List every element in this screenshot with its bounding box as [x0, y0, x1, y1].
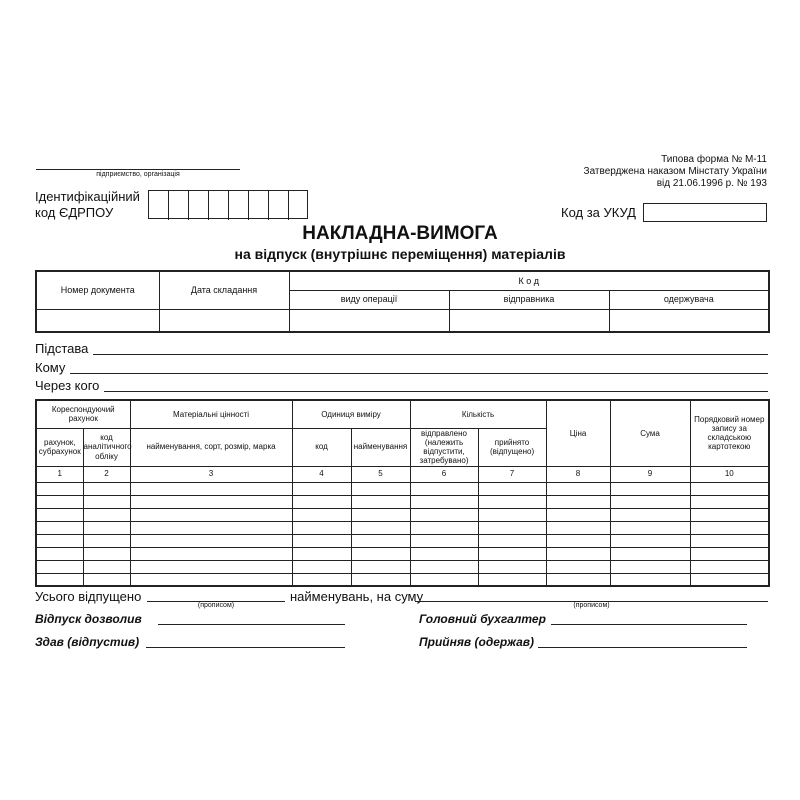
item-cell[interactable]: [36, 560, 83, 573]
in-words-caption-1: (прописом): [197, 602, 235, 609]
ukud-label: Код за УКУД: [561, 205, 636, 220]
item-cell[interactable]: [610, 508, 690, 521]
item-cell[interactable]: [83, 547, 130, 560]
item-cell[interactable]: [351, 482, 410, 495]
item-cell[interactable]: [351, 495, 410, 508]
item-cell[interactable]: [351, 560, 410, 573]
item-cell[interactable]: [546, 508, 610, 521]
item-row: [36, 573, 769, 586]
unit-code-header: код: [292, 428, 351, 466]
item-cell[interactable]: [546, 534, 610, 547]
item-cell[interactable]: [36, 482, 83, 495]
items-sum-label: найменувань, на суму: [290, 589, 424, 604]
item-row: [36, 495, 769, 508]
form-name: Типова форма № М-11: [661, 154, 767, 165]
account-header: рахунок, субрахунок: [36, 428, 83, 466]
release-allowed-label: Відпуск дозволив: [35, 612, 142, 626]
document-info-table: [35, 270, 770, 333]
doc-date-header: Дата складання: [159, 271, 289, 309]
item-cell[interactable]: [292, 482, 351, 495]
item-cell[interactable]: [36, 534, 83, 547]
record-number-header: Порядковий номер запису за складською картотекою: [690, 400, 769, 466]
doc-number-cell[interactable]: [36, 309, 159, 332]
enterprise-line[interactable]: [36, 169, 240, 170]
through-label: Через кого: [35, 378, 100, 393]
item-cell[interactable]: [690, 482, 769, 495]
item-cell[interactable]: [610, 495, 690, 508]
item-cell[interactable]: [36, 508, 83, 521]
item-row: [36, 534, 769, 547]
chief-accountant-signature-line[interactable]: [551, 624, 747, 625]
receiver-code-cell[interactable]: [609, 309, 769, 332]
column-number: 6: [410, 466, 478, 482]
column-number: 8: [546, 466, 610, 482]
item-cell[interactable]: [478, 482, 546, 495]
to-whom-line[interactable]: [70, 373, 768, 374]
receiver-code-header: одержувача: [609, 290, 769, 309]
analytic-code-header: код аналітичного обліку: [83, 428, 130, 466]
item-cell[interactable]: [546, 521, 610, 534]
item-cell[interactable]: [83, 508, 130, 521]
item-row: [36, 560, 769, 573]
item-row: [36, 482, 769, 495]
item-cell[interactable]: [478, 560, 546, 573]
price-header: Ціна: [546, 400, 610, 466]
item-cell[interactable]: [130, 560, 292, 573]
edrpou-label-line1: Ідентифікаційний: [35, 189, 140, 204]
item-cell[interactable]: [478, 521, 546, 534]
item-cell[interactable]: [130, 482, 292, 495]
item-cell[interactable]: [130, 573, 292, 586]
column-number: 4: [292, 466, 351, 482]
item-cell[interactable]: [83, 521, 130, 534]
item-cell[interactable]: [292, 573, 351, 586]
items-table: [35, 399, 770, 587]
item-cell[interactable]: [546, 573, 610, 586]
item-row: [36, 508, 769, 521]
column-number: 9: [610, 466, 690, 482]
item-cell[interactable]: [83, 495, 130, 508]
item-cell[interactable]: [478, 547, 546, 560]
item-cell[interactable]: [610, 573, 690, 586]
ukud-code-box[interactable]: [643, 203, 767, 222]
item-cell[interactable]: [478, 534, 546, 547]
item-cell[interactable]: [690, 534, 769, 547]
item-cell[interactable]: [292, 508, 351, 521]
item-cell[interactable]: [292, 560, 351, 573]
received-label: Прийняв (одержав): [419, 635, 535, 649]
column-number: 7: [478, 466, 546, 482]
edrpou-label-line2: код ЄДРПОУ: [35, 205, 114, 220]
item-cell[interactable]: [690, 495, 769, 508]
item-cell[interactable]: [478, 573, 546, 586]
qty-received-header: прийнято (відпущено): [478, 428, 546, 466]
item-cell[interactable]: [36, 495, 83, 508]
code-header: К о д: [289, 271, 769, 290]
column-number: 3: [130, 466, 292, 482]
item-cell[interactable]: [351, 521, 410, 534]
item-cell[interactable]: [690, 508, 769, 521]
item-cell[interactable]: [36, 573, 83, 586]
item-cell[interactable]: [351, 547, 410, 560]
item-cell[interactable]: [410, 482, 478, 495]
item-cell[interactable]: [410, 573, 478, 586]
edrpou-label: [35, 189, 140, 221]
operation-code-header: виду операції: [289, 290, 449, 309]
doc-number-header: Номер документа: [36, 271, 159, 309]
column-numbers-row: [36, 466, 769, 482]
sum-header: Сума: [610, 400, 690, 466]
item-cell[interactable]: [410, 547, 478, 560]
item-cell[interactable]: [610, 521, 690, 534]
item-cell[interactable]: [130, 508, 292, 521]
enterprise-caption: підприємство, організація: [96, 171, 180, 178]
edrpou-digit-box[interactable]: [149, 191, 169, 220]
item-cell[interactable]: [83, 534, 130, 547]
item-cell[interactable]: [610, 560, 690, 573]
edrpou-digit-box[interactable]: [269, 191, 289, 220]
basis-line[interactable]: [93, 354, 768, 355]
through-line[interactable]: [104, 391, 768, 392]
item-cell[interactable]: [351, 534, 410, 547]
sender-code-header: відправника: [449, 290, 609, 309]
received-signature-line[interactable]: [538, 647, 747, 648]
item-cell[interactable]: [351, 573, 410, 586]
approved-by: Затверджена наказом Мінстату України: [583, 166, 767, 177]
doc-date-cell[interactable]: [159, 309, 289, 332]
item-cell[interactable]: [478, 508, 546, 521]
column-number: 10: [690, 466, 769, 482]
column-number: 1: [36, 466, 83, 482]
handed-signature-line[interactable]: [146, 647, 345, 648]
material-header: Матеріальні цінності: [130, 400, 292, 428]
item-cell[interactable]: [610, 482, 690, 495]
item-cell[interactable]: [130, 534, 292, 547]
unit-name-header: найменування: [351, 428, 410, 466]
quantity-header: Кількість: [410, 400, 546, 428]
item-cell[interactable]: [130, 521, 292, 534]
item-cell[interactable]: [610, 534, 690, 547]
item-cell[interactable]: [690, 547, 769, 560]
item-cell[interactable]: [292, 534, 351, 547]
item-cell[interactable]: [130, 547, 292, 560]
edrpou-digit-box[interactable]: [209, 191, 229, 220]
item-cell[interactable]: [478, 495, 546, 508]
item-cell[interactable]: [690, 560, 769, 573]
item-cell[interactable]: [410, 560, 478, 573]
corr-account-header: Кореспондуючий рахунок: [36, 400, 130, 428]
item-cell[interactable]: [690, 521, 769, 534]
edrpou-digit-box[interactable]: [229, 191, 249, 220]
edrpou-digit-box[interactable]: [189, 191, 209, 220]
item-cell[interactable]: [610, 547, 690, 560]
item-cell[interactable]: [292, 495, 351, 508]
column-number: 2: [83, 466, 130, 482]
in-words-caption-2: (прописом): [573, 602, 610, 609]
item-cell[interactable]: [546, 495, 610, 508]
item-cell[interactable]: [36, 547, 83, 560]
item-cell[interactable]: [83, 560, 130, 573]
item-row: [36, 547, 769, 560]
item-cell[interactable]: [351, 508, 410, 521]
item-cell[interactable]: [83, 573, 130, 586]
material-desc-header: найменування, сорт, розмір, марка: [130, 428, 292, 466]
item-cell[interactable]: [690, 573, 769, 586]
unit-header: Одиниця виміру: [292, 400, 410, 428]
item-cell[interactable]: [410, 508, 478, 521]
basis-label: Підстава: [35, 341, 89, 356]
document-title: НАКЛАДНА-ВИМОГА: [302, 223, 498, 244]
sender-code-cell[interactable]: [449, 309, 609, 332]
edrpou-digit-box[interactable]: [169, 191, 189, 220]
item-cell[interactable]: [36, 521, 83, 534]
edrpou-code-boxes[interactable]: [148, 190, 308, 219]
approved-date: від 21.06.1996 р. № 193: [656, 178, 767, 189]
item-cell[interactable]: [546, 547, 610, 560]
chief-accountant-label: Головний бухгалтер: [419, 612, 546, 626]
document-subtitle: на відпуск (внутрішнє переміщення) матеріалів: [234, 246, 566, 262]
item-cell[interactable]: [546, 482, 610, 495]
item-cell[interactable]: [83, 482, 130, 495]
to-whom-label: Кому: [35, 360, 66, 375]
handed-label: Здав (відпустив): [35, 635, 140, 649]
item-cell[interactable]: [410, 521, 478, 534]
operation-code-cell[interactable]: [289, 309, 449, 332]
column-number: 5: [351, 466, 410, 482]
item-cell[interactable]: [130, 495, 292, 508]
item-cell[interactable]: [292, 547, 351, 560]
release-allowed-signature-line[interactable]: [158, 624, 345, 625]
item-cell[interactable]: [410, 534, 478, 547]
item-row: [36, 521, 769, 534]
total-released-label: Усього відпущено: [35, 589, 142, 604]
item-cell[interactable]: [410, 495, 478, 508]
item-cell[interactable]: [546, 560, 610, 573]
item-cell[interactable]: [292, 521, 351, 534]
edrpou-digit-box[interactable]: [249, 191, 269, 220]
qty-issued-header: відправлено (належить відпустити, затребувано): [410, 428, 478, 466]
